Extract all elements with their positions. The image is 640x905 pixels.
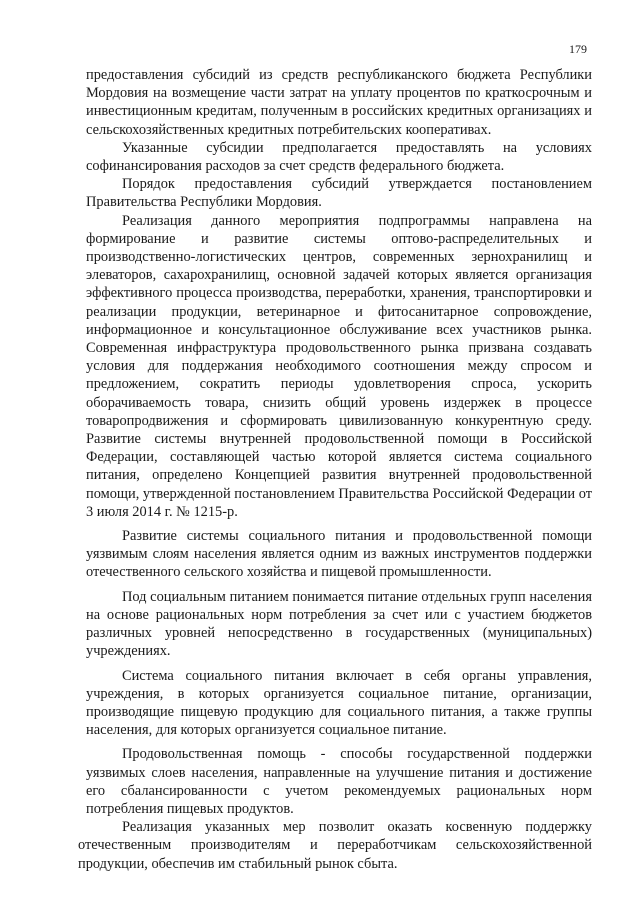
paragraph-9: Реализация указанных мер позволит оказать косвенную поддержку отечественным производителям и переработчикам сельскохозяйственной продукции, обеспечив им стабильный рынок сбыта. xyxy=(78,819,592,872)
paragraph-6: Под социальным питанием понимается питание отдельных групп населения на основе рациональных норм потребления за счет или с участием бюджетов различных уровней непосредственно в государственных (муниципальных) учреждениях. xyxy=(86,588,592,660)
paragraph-5: Развитие системы социального питания и продовольственной помощи уязвимым слоям населения является одним из важных инструментов поддержки отечественного сельского хозяйства и пищевой промышленности. xyxy=(86,528,592,581)
paragraph-2: Указанные субсидии предполагается предоставлять на условиях софинансирования расходов за счет средств федерального бюджета. xyxy=(86,139,592,175)
paragraph-7: Система социального питания включает в себя органы управления, учреждения, в которых организуется социальное питание, организации, производящие пищевую продукцию для социального питания, а также группы населения, для которых организуется социальное питание. xyxy=(86,667,592,739)
document-body xyxy=(78,66,592,873)
paragraph-3: Порядок предоставления субсидий утверждается постановлением Правительства Республики Мордовия. xyxy=(86,176,592,211)
paragraph-8: Продовольственная помощь - способы государственной поддержки уязвимых слоев населения, направленные на улучшение питания и достижение его сбалансированности с учетом рекомендуемых рациональных норм потребления пищевых продуктов. xyxy=(86,746,592,817)
page-number: 179 xyxy=(569,42,587,56)
paragraph-4: Реализация данного мероприятия подпрограммы направлена на формирование и развитие системы оптово-распределительных и производственно-логистических центров, современных зернохранилищ и элеваторов, сахарохранилищ, основной задачей которых является организация эффективного процесса производства, переработки, хранения, транспортировки и реализации продукции, ветеринарное и фитосанитарное сопровождение, информационное и консультационное обслуживание всех участников рынка. Современная инфраструктура продовольственного рынка призвана создавать условия для поддержания необходимого соотношения между спросом и предложением, сократить периоды удовлетворения спроса, ускорить оборачиваемость товара, снизить общий уровень издержек в процессе товаропродвижения и сформировать цивилизованную конкурентную среду. Развитие системы внутренней продовольственной помощи в Российской Федерации, составляющей частью которой является система социального питания, определено Концепцией развития внутренней продовольственной помощи, утвержденной постановлением Правительства Российской Федерации от 3 июля 2014 г. № 1215-р. xyxy=(86,212,592,520)
paragraph-1: предоставления субсидий из средств республиканского бюджета Республики Мордовия на возмещение части затрат на уплату процентов по краткосрочным и инвестиционным кредитам, полученным в российских кредитных организациях и сельскохозяйственных кредитных потребительских кооперативах. xyxy=(86,67,592,138)
